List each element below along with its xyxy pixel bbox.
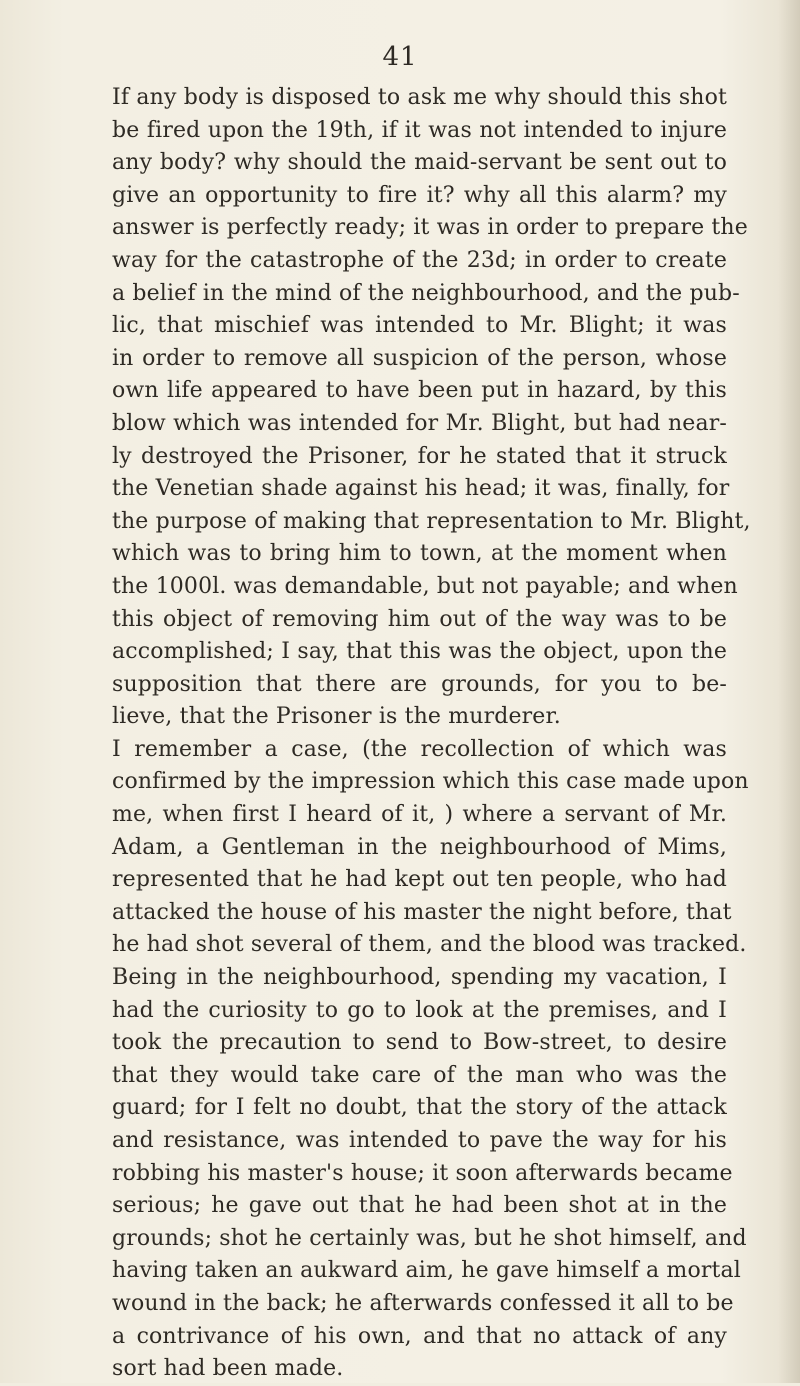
text-line: confirmed by the impression which this case made upon <box>112 769 749 795</box>
body-text <box>112 82 751 1386</box>
text-line: I remember a case, (the recollection of which was <box>112 736 727 762</box>
text-line: attacked the house of his master the night before, that <box>112 899 732 925</box>
text-line: had the curiosity to go to look at the premises, and I <box>112 997 727 1023</box>
text-line: the 1000l. was demandable, but not payable; and when <box>112 573 738 599</box>
text-line: guard; for I felt no doubt, that the story of the attack <box>112 1095 727 1121</box>
text-line: robbing his master's house; it soon afterwards became <box>112 1160 733 1186</box>
text-line: lic, that mischief was intended to Mr. Blight; it was <box>112 313 727 339</box>
text-line: ly destroyed the Prisoner, for he stated that it struck <box>112 443 727 469</box>
text-line: represented that he had kept out ten people, who had <box>112 867 727 893</box>
text-line: which was to bring him to town, at the moment when <box>112 541 727 567</box>
text-line: he had shot several of them, and the blood was tracked. <box>112 932 747 958</box>
text-line: accomplished; I say, that this was the object, upon the <box>112 639 727 665</box>
text-line: If any body is disposed to ask me why should this shot <box>112 85 727 110</box>
text-line: a belief in the mind of the neighbourhood, and the pub- <box>112 280 740 306</box>
text-line: wound in the back; he afterwards confessed it all to be <box>112 1290 734 1316</box>
text-line: answer is perfectly ready; it was in order to prepare the <box>112 215 748 241</box>
text-line: this object of removing him out of the way was to be <box>112 606 727 632</box>
text-line: a contrivance of his own, and that no attack of any <box>112 1323 727 1349</box>
text-line: Being in the neighbourhood, spending my vacation, I <box>112 965 727 991</box>
text-line: give an opportunity to fire it? why all this alarm? my <box>112 182 727 208</box>
text-line: supposition that there are grounds, for you to be- <box>112 671 727 697</box>
text-line: any body? why should the maid-servant be sent out to <box>112 150 727 176</box>
text-line: way for the catastrophe of the 23d; in order to create <box>112 247 727 273</box>
text-line: having taken an aukward aim, he gave himself a mortal <box>112 1258 741 1284</box>
text-line: the purpose of making that representation to Mr. Blight, <box>112 508 751 534</box>
text-line: be fired upon the 19th, if it was not intended to injure <box>112 117 727 143</box>
page-number: 41 <box>382 42 418 72</box>
text-line: lieve, that the Prisoner is the murderer. <box>112 704 561 730</box>
text-line: me, when first I heard of it, ) where a servant of Mr. <box>112 802 727 828</box>
text-line: serious; he gave out that he had been shot at in the <box>112 1193 727 1219</box>
text-line: own life appeared to have been put in hazard, by this <box>112 378 727 404</box>
text-line: grounds; shot he certainly was, but he shot himself, and <box>112 1225 747 1251</box>
text-line: Adam, a Gentleman in the neighbourhood of Mims, <box>112 834 727 860</box>
page-edge-shadow <box>778 0 800 1383</box>
text-line: that they would take care of the man who was the <box>112 1062 727 1088</box>
text-line: sort had been made. <box>112 1356 344 1382</box>
text-line: took the precaution to send to Bow-street, to desire <box>112 1030 727 1056</box>
text-line: in order to remove all suspicion of the person, whose <box>112 345 727 371</box>
text-line: the Venetian shade against his head; it was, finally, for <box>112 476 730 502</box>
text-line: and resistance, was intended to pave the way for his <box>112 1128 727 1153</box>
text-line: blow which was intended for Mr. Blight, but had near- <box>112 410 727 436</box>
